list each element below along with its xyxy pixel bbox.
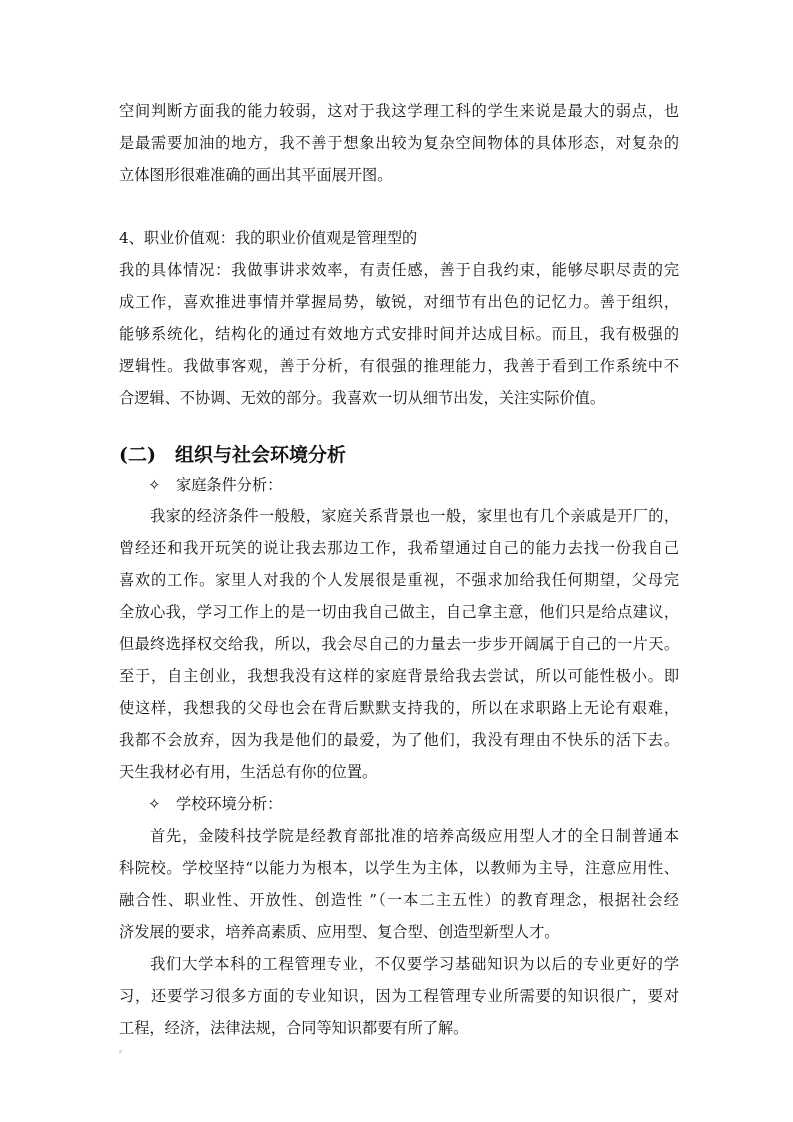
paragraph-values-line-5: 合逻辑、不协调、无效的部分。我喜欢一切从细节出发，关注实际价值。 bbox=[119, 389, 605, 407]
section-title: 组织与社会环境分析 bbox=[175, 444, 347, 466]
paragraph-family-line-7: 使这样，我想我的父母也会在背后默默支持我的，所以在求职路上无论有艰难， bbox=[119, 699, 679, 717]
paragraph-family-line-3: 喜欢的工作。家里人对我的个人发展很是重视，不强求加给我任何期望，父母完 bbox=[119, 571, 679, 589]
paragraph-spatial-line-1: 空间判断方面我的能力较弱，这对于我这学理工科的学生来说是最大的弱点，也 bbox=[119, 102, 679, 120]
paragraph-values-line-1: 我的具体情况：我做事讲求效率，有责任感，善于自我约束，能够尽职尽责的完 bbox=[119, 261, 679, 279]
bullet-family bbox=[148, 475, 282, 495]
paragraph-family-line-4: 全放心我，学习工作上的是一切由我自己做主，自己拿主意，他们只是给点建议， bbox=[119, 603, 679, 621]
section-number: (二) bbox=[119, 444, 156, 466]
page-dot-mark bbox=[119, 1050, 122, 1053]
paragraph-family-line-6: 至于，自主创业，我想我没有这样的家庭背景给我去尝试，所以可能性极小。即 bbox=[119, 667, 679, 685]
bullet-school bbox=[148, 794, 282, 814]
paragraph-family-line-8: 我都不会放弃，因为我是他们的最爱，为了他们，我没有理由不快乐的活下去。 bbox=[119, 731, 679, 749]
bullet-family-label: 家庭条件分析： bbox=[176, 476, 283, 494]
paragraph-values-line-3: 能够系统化，结构化的通过有效地方式安排时间并达成目标。而且，我有极强的 bbox=[119, 325, 679, 343]
paragraph-family-line-5: 但最终选择权交给我，所以，我会尽自己的力量去一步步开阔属于自己的一片天。 bbox=[119, 635, 679, 653]
paragraph-major-line-2: 习，还要学习很多方面的专业知识，因为工程管理专业所需要的知识很广，要对 bbox=[119, 987, 679, 1005]
paragraph-major-line-1: 我们大学本科的工程管理专业，不仅要学习基础知识为以后的专业更好的学 bbox=[150, 955, 679, 973]
paragraph-family-line-2: 曾经还和我开玩笑的说让我去那边工作，我希望通过自己的能力去找一份我自己 bbox=[119, 539, 679, 557]
paragraph-school-line-3: 融合性、职业性、开放性、创造性 ”（一本二主五性）的教育理念，根据社会经 bbox=[119, 891, 679, 909]
diamond-bullet-icon: ✧ bbox=[148, 476, 161, 494]
paragraph-values-line-2: 成工作，喜欢推进事情并掌握局势，敏锐，对细节有出色的记忆力。善于组织， bbox=[119, 293, 679, 311]
paragraph-spatial-line-2: 是最需要加油的地方，我不善于想象出较为复杂空间物体的具体形态，对复杂的 bbox=[119, 134, 679, 152]
value-title: 4、职业价值观：我的职业价值观是管理型的 bbox=[119, 229, 418, 247]
paragraph-school-line-4: 济发展的要求，培养高素质、应用型、复合型、创造型新型人才。 bbox=[119, 923, 560, 941]
diamond-bullet-icon: ✧ bbox=[148, 795, 161, 813]
paragraph-values-line-4: 逻辑性。我做事客观，善于分析，有很强的推理能力，我善于看到工作系统中不 bbox=[119, 357, 679, 375]
section-heading bbox=[119, 443, 346, 467]
paragraph-spatial-line-3: 立体图形很难准确的画出其平面展开图。 bbox=[119, 166, 393, 184]
paragraph-major-line-3: 工程，经济，法律法规，合同等知识都要有所了解。 bbox=[119, 1019, 469, 1037]
paragraph-family-line-9: 天生我材必有用，生活总有你的位置。 bbox=[119, 763, 378, 781]
paragraph-school-line-1: 首先，金陵科技学院是经教育部批准的培养高级应用型人才的全日制普通本 bbox=[150, 827, 679, 845]
bullet-school-label: 学校环境分析： bbox=[176, 795, 283, 813]
paragraph-family-line-1: 我家的经济条件一般般，家庭关系背景也一般，家里也有几个亲戚是开厂的， bbox=[150, 507, 679, 525]
paragraph-school-line-2: 科院校。学校坚持“以能力为根本，以学生为主体，以教师为主导，注意应用性、 bbox=[119, 859, 679, 877]
